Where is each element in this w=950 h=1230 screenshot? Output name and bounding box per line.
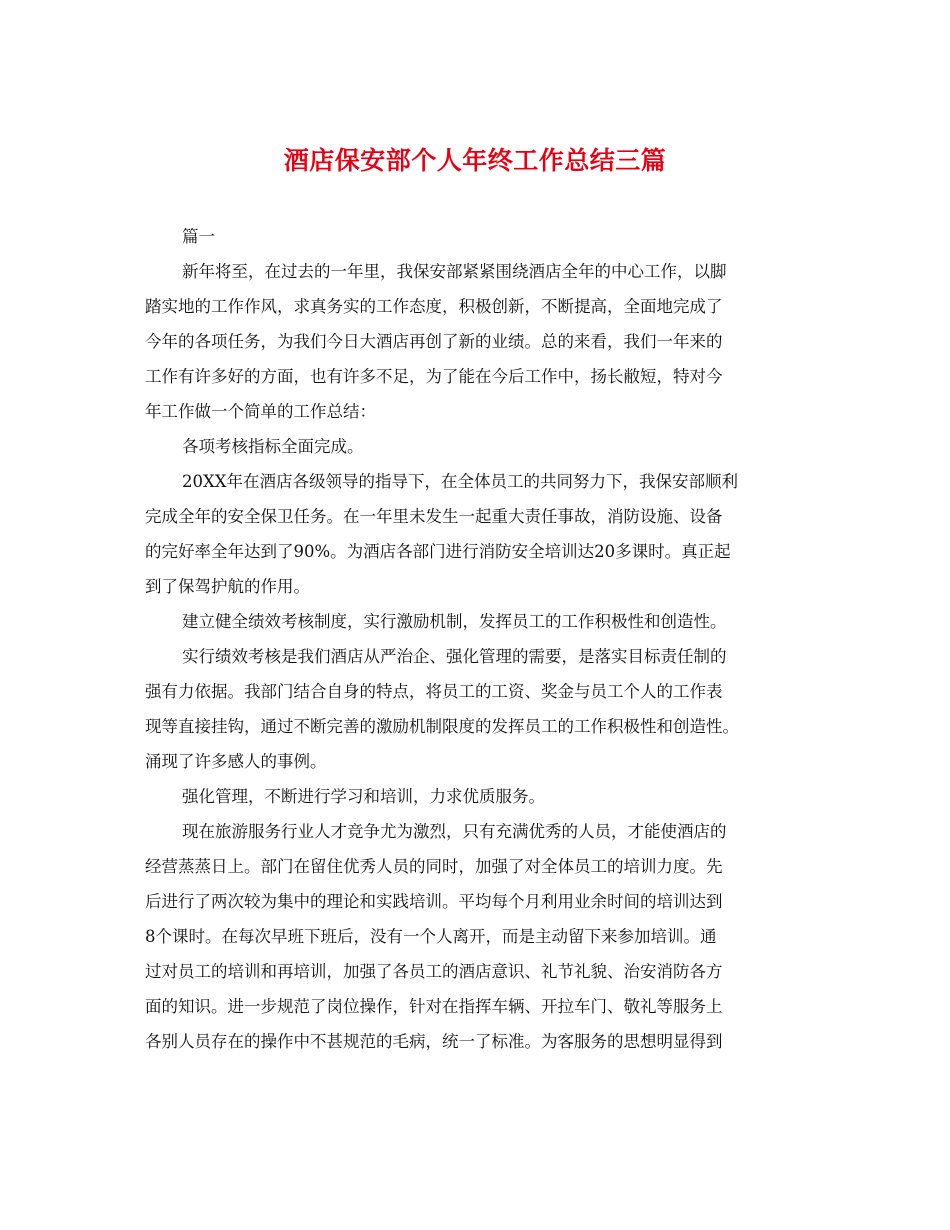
paragraph-line: 后进行了两次较为集中的理论和实践培训。平均每个月利用业余时间的培训达到	[145, 892, 723, 911]
paragraph-line: 的完好率全年达到了90%。为酒店各部门进行消防安全培训达20多课时。真正起	[145, 542, 731, 561]
paragraph-line: 20XX年在酒店各级领导的指导下，在全体员工的共同努力下，我保安部顺利	[182, 472, 738, 491]
paragraph	[145, 464, 810, 604]
paragraph-line: 面的知识。进一步规范了岗位操作，针对在指挥车辆、开拉车门、敬礼等服务上	[145, 997, 723, 1016]
paragraph-line: 工作有许多好的方面，也有许多不足，为了能在今后工作中，扬长敝短，特对今	[145, 367, 723, 386]
paragraph-line: 年工作做一个简单的工作总结：	[145, 402, 376, 421]
paragraph	[145, 814, 810, 1059]
paragraph	[145, 639, 810, 779]
paragraph-line: 完成全年的安全保卫任务。在一年里未发生一起重大责任事故，消防设施、设备	[145, 507, 723, 526]
paragraph	[145, 779, 810, 814]
paragraph-line: 强化管理，不断进行学习和培训，力求优质服务。	[182, 787, 545, 806]
paragraph-line: 踏实地的工作作风，求真务实的工作态度，积极创新，不断提高，全面地完成了	[145, 297, 723, 316]
paragraph	[145, 254, 810, 429]
paragraph-line: 各别人员存在的操作中不甚规范的毛病，统一了标准。为客服务的思想明显得到	[145, 1032, 723, 1051]
paragraph-line: 新年将至，在过去的一年里，我保安部紧紧围绕酒店全年的中心工作，以脚	[182, 262, 727, 281]
paragraph-line: 现等直接挂钩，通过不断完善的激励机制限度的发挥员工的工作积极性和创造性。	[145, 717, 739, 736]
paragraph	[145, 604, 810, 639]
paragraph-line: 各项考核指标全面完成。	[182, 437, 364, 456]
section-label: 篇一	[182, 227, 215, 246]
document-title: 酒店保安部个人年终工作总结三篇	[283, 146, 667, 175]
paragraph	[145, 429, 810, 464]
paragraph-line: 8个课时。在每次早班下班后，没有一个人离开，而是主动留下来参加培训。通	[145, 927, 717, 946]
paragraph-line: 过对员工的培训和再培训，加强了各员工的酒店意识、礼节礼貌、治安消防各方	[145, 962, 723, 981]
paragraph-line: 涌现了许多感人的事例。	[145, 752, 327, 771]
paragraph-line: 到了保驾护航的作用。	[145, 577, 310, 596]
paragraph-line: 现在旅游服务行业人才竞争尤为激烈，只有充满优秀的人员，才能使酒店的	[182, 822, 727, 841]
paragraph-line: 建立健全绩效考核制度，实行激励机制，发挥员工的工作积极性和创造性。	[182, 612, 727, 631]
paragraph-line: 今年的各项任务，为我们今日大酒店再创了新的业绩。总的来看，我们一年来的	[145, 332, 723, 351]
paragraph-line: 强有力依据。我部门结合自身的特点，将员工的工资、奖金与员工个人的工作表	[145, 682, 723, 701]
document-body	[145, 219, 810, 1059]
paragraph-line: 经营蒸蒸日上。部门在留住优秀人员的同时，加强了对全体员工的培训力度。先	[145, 857, 723, 876]
paragraph-list	[145, 254, 810, 1059]
paragraph-line: 实行绩效考核是我们酒店从严治企、强化管理的需要，是落实目标责任制的	[182, 647, 727, 666]
